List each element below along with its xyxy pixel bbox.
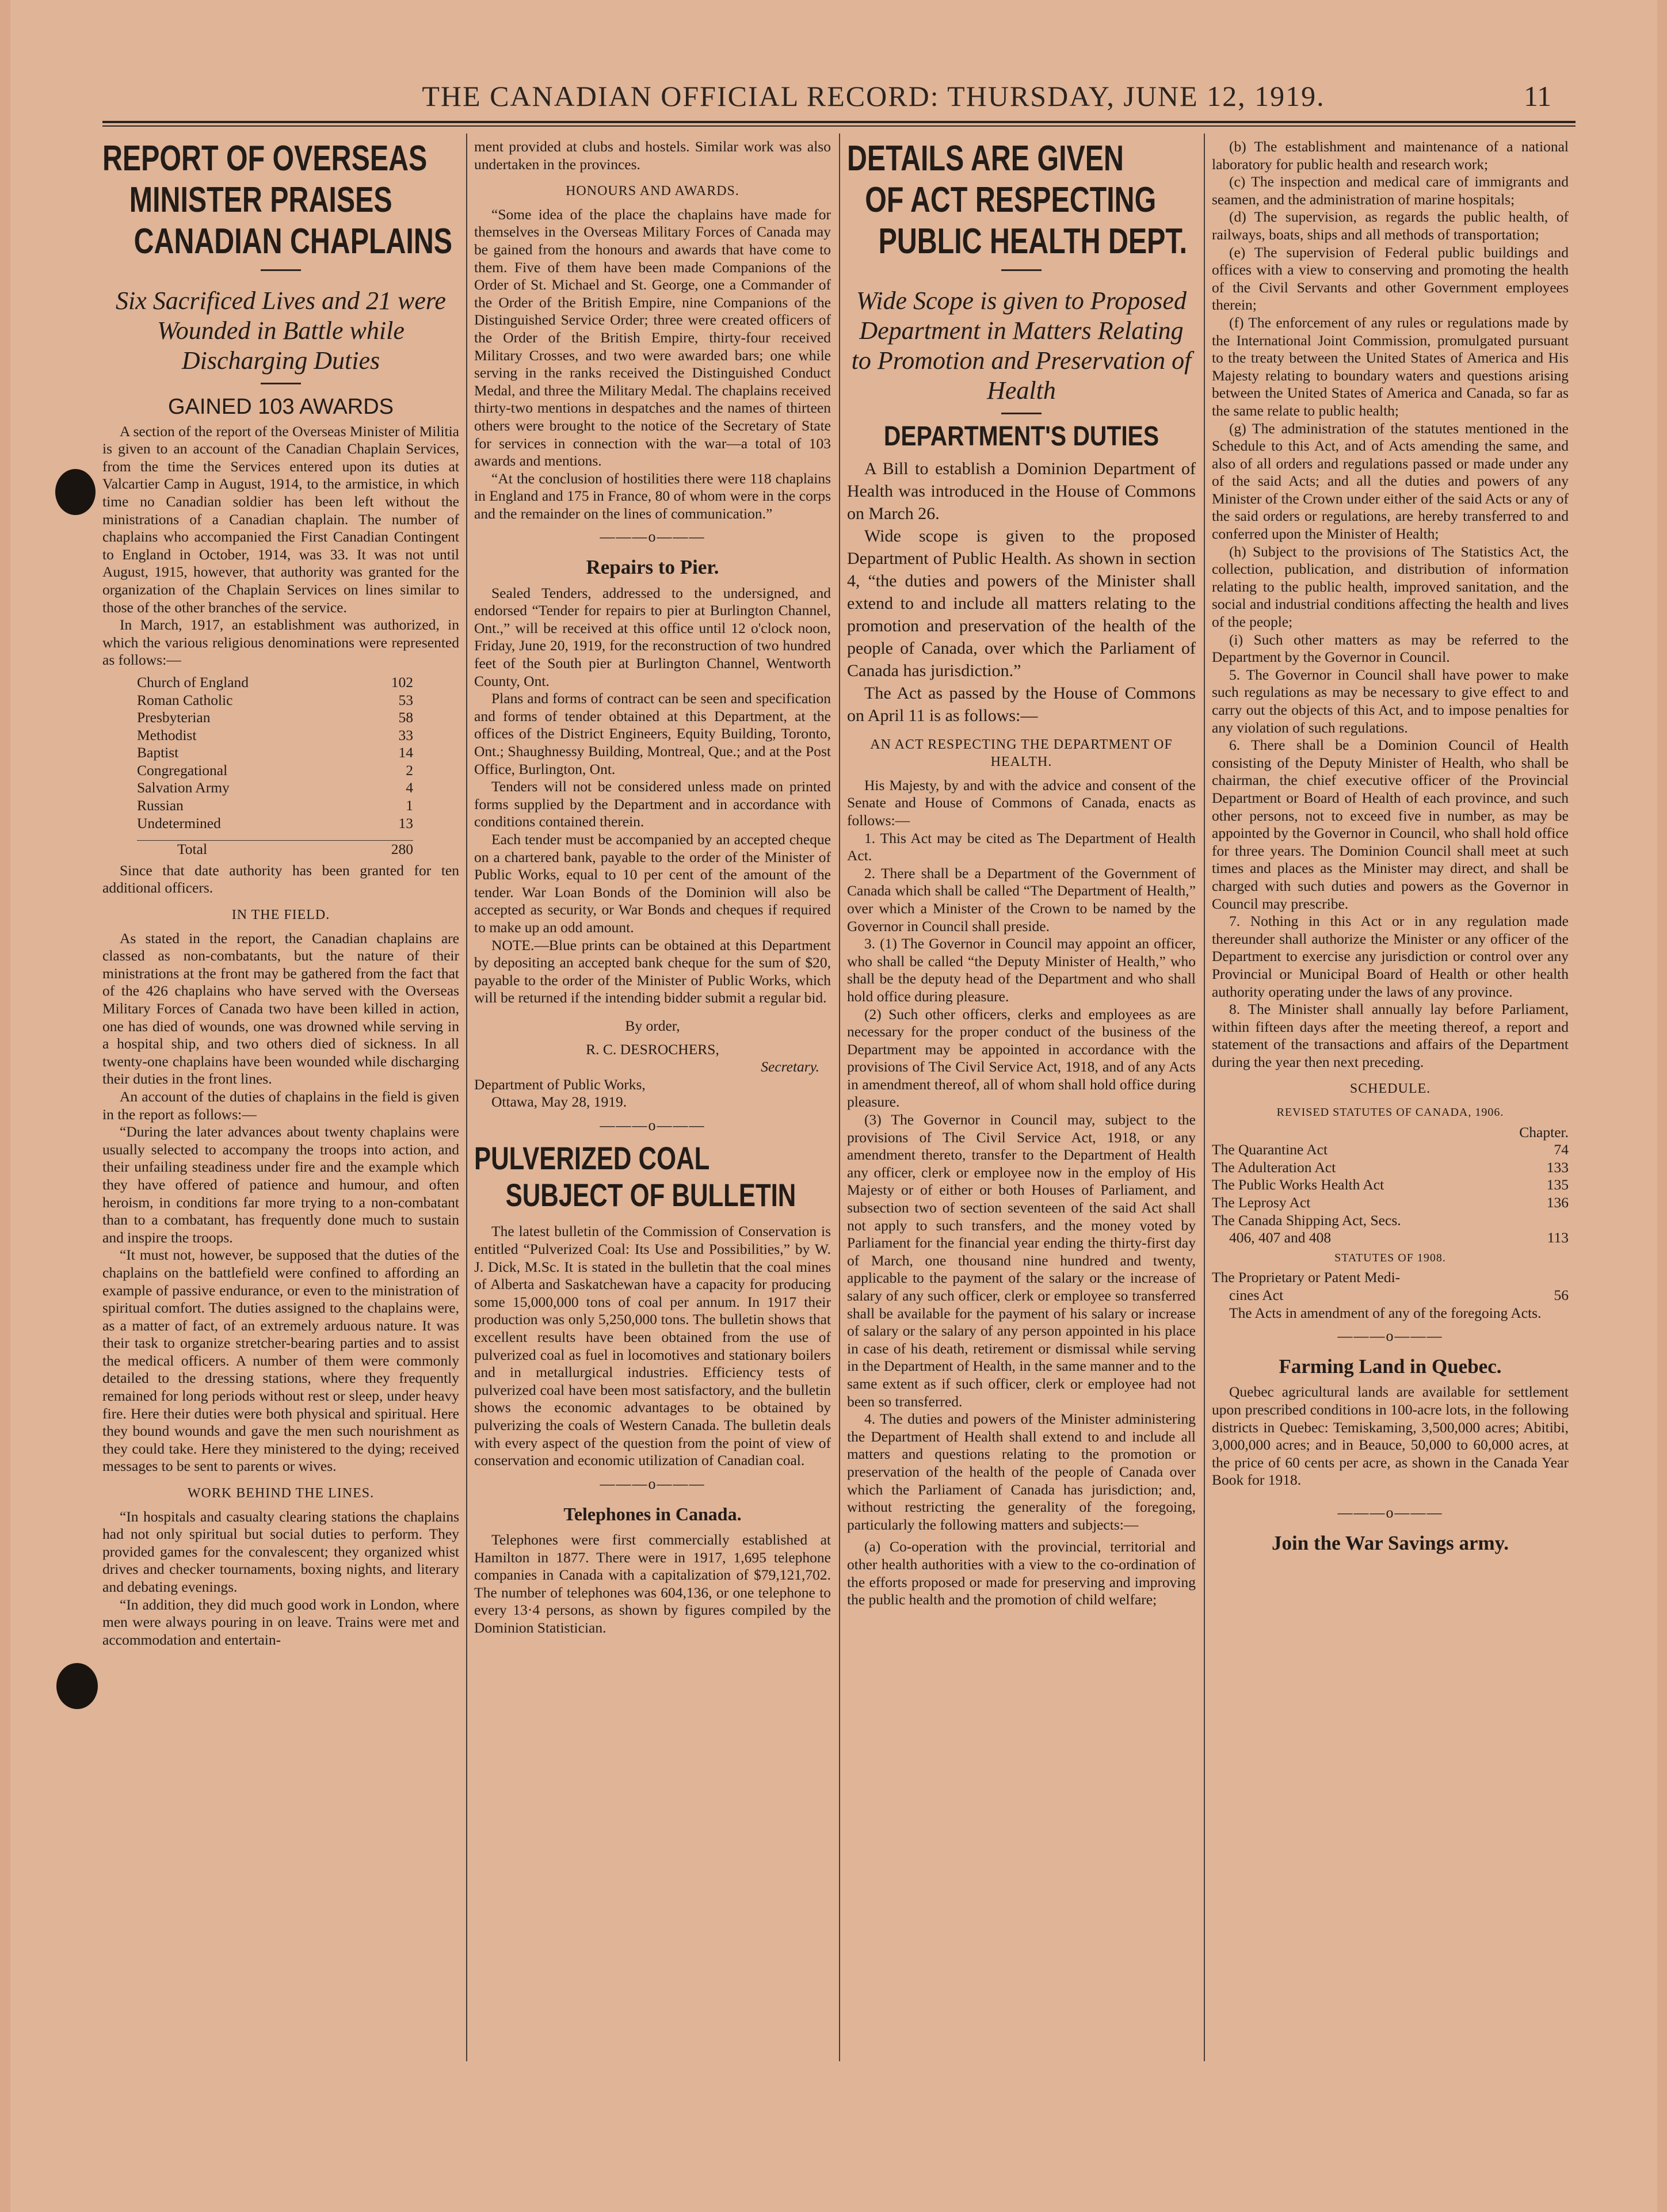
chapter-label: Chapter. [1519, 1123, 1569, 1141]
table-row [137, 797, 413, 815]
paragraph: “Some idea of the place the chaplains have made for themselves in the Overseas Military Forces of Canada may be gained from the honours and awards that have come to them. Five of them have been made Companions of the Order of St. Michael and St. George, one a Commander of the Order of the British Empire, nine Companions of the Distinguished Service Order; three were created officers of the Order of the British Empire, thirty-four received Military Crosses, and two were awarded bars; one while serving in the ranks received the Distinguished Conduct Medal, and three the Military Medal. The chaplains received thirty-two mentions in despatches and the names of thirteen others were brought to the notice of the Secretary of State for services in connection with the war—a total of 103 awards and mentions. [474, 205, 831, 470]
binding-hole [55, 469, 96, 515]
paragraph: An account of the duties of chaplains in the field is given in the report as follows:— [102, 1088, 459, 1123]
divider [261, 383, 301, 384]
section-heading: WORK BEHIND THE LINES. [187, 1486, 375, 1501]
denominations-table [137, 674, 413, 859]
paragraph: 1. This Act may be cited as The Department of Health Act. [847, 829, 1196, 864]
statutes-1908: STATUTES OF 1908. [1334, 1251, 1446, 1264]
paragraph: (h) Subject to the provisions of The Statistics Act, the collection, publication, and distribution of information relating to the public health, improved sanitation, and the social and industrial conditions affecting the health and lives of the people; [1212, 543, 1569, 631]
column-2 [474, 138, 831, 2049]
paragraph: 4. The duties and powers of the Minister administering the Department of Health shall extend to and include all matters and questions relating to the promotion or preservation of the health of the people of Canada over which the Parliament of Canada has jurisdiction; and, without restricting the generality of the foregoing, particularly the following matters and subjects:— [847, 1410, 1196, 1533]
shipping-line-1: The Canada Shipping Act, Secs. [1212, 1211, 1401, 1229]
binding-hole [56, 1663, 98, 1709]
war-savings-slogan: Join the War Savings army. [1272, 1531, 1509, 1554]
table-row [1212, 1287, 1569, 1305]
newspaper-page [10, 0, 1657, 2212]
table-row [1212, 1159, 1569, 1177]
headline-line: CANADIAN CHAPLAINS [133, 222, 453, 261]
act-title: AN ACT RESPECTING THE DEPARTMENT OF HEALTH. [870, 737, 1173, 770]
paragraph: Sealed Tenders, addressed to the undersigned, and endorsed “Tender for repairs to pier at Burlington Channel, Ont.,” will be received at this office until 12 o'clock noon, Friday, June 20, 1919, for the reconstruction of two hundred feet of the South pier at Burlington Channel, Wentworth County, Ont. [474, 584, 831, 689]
paragraph: Tenders will not be considered unless made on printed forms supplied by the Department and in accordance with conditions contained therein. [474, 778, 831, 830]
paragraph: A section of the report of the Overseas Minister of Militia is given to an account of the Canadian Chaplain Services, from the time the Services entered upon its duties at Valcartier Camp in August, 1914, to the armistice, in which time no Canadian soldier has been left without the ministrations of a Canadian chaplain. The number of chaplains who accompanied the First Canadian Contingent to England in October, 1914, was 33. It was not until August, 1915, however, that authority was granted for the organization of the Chaplain Services on lines similar to those of the other branches of the service. [102, 422, 459, 616]
paragraph: The latest bulletin of the Commission of Conservation is entitled “Pulverized Coal: Its Use and Possibilities,” by W. J. Dick, M.Sc. It is stated in the bulletin that the coal mines of Alberta and Saskatchewan have a capacity for producing some 15,000,000 tons of coal per annum. In 1917 their production was only 5,250,000 tons. The bulletin shows that excellent results have been obtained from the use of pulverized coal as fuel in locomotives and stationary boilers and in metallurgical industries. Efficiency tests of pulverized coal have been most satisfactory, and the bulletin shows the economic advantages to be obtained by pulverizing the coals of Western Canada. The bulletin deals with every aspect of the question from the point of view of conservation and economic utilization of Canadian coal. [474, 1223, 831, 1469]
paragraph: A Bill to establish a Dominion Department of Health was introduced in the House of Commons on March 26. [847, 459, 1196, 523]
telephones-heading: Telephones in Canada. [563, 1504, 742, 1525]
paragraph: Telephones were first commercially established at Hamilton in 1877. There were in 1917, 1,695 telephone companies in Canada with a capitalization of $79,121,702. The number of telephones was 604,136, or one telephone to every 13·4 persons, as shown by figures compiled by the Dominion Statistician. [474, 1531, 831, 1636]
cell-name: Russian [137, 797, 184, 814]
statute-chapter: 74 [1554, 1141, 1569, 1158]
table-total-row [137, 840, 413, 859]
table-row [137, 779, 413, 797]
headline-health [847, 138, 1196, 262]
paragraph: (3) The Governor in Council may, subject to the provisions of The Civil Service Act, 1918, or any amendment thereto, transfer to the Department of Health any officer, clerk or employee now in the employ of His Majesty or of either or both Houses of Parliament, and subsection two of section seventeen of the said Act shall not apply to such transfers, and the money voted by Parliament for the financial year ending the thirty-first day of March, one thousand nine hundred and twenty, applicable to the payment of the salary or the increase of salary of any such officer, clerk or employee so transferred shall be available for the payment of his salary or increase of salary or the salary of any person appointed in his place in case of his death, retirement or dismissal while serving in the Department of Health, in the same manner and to the same extent as if such officer, clerk or employee had not been so transferred. [847, 1111, 1196, 1410]
table-row [137, 762, 413, 780]
table-row [137, 709, 413, 727]
cell-count: 4 [406, 779, 413, 796]
paragraph: The Act as passed by the House of Commons on April 11 is as follows:— [847, 683, 1196, 725]
paragraph: Plans and forms of contract can be seen and specification and forms of tender obtained at this Department, at the offices of the District Engineers, Equity Building, Toronto, Ont.; Shaughnessy Building, Montreal, Que.; and at the Post Office, Burlington, Ont. [474, 690, 831, 777]
table-row [1212, 1176, 1569, 1194]
statute-name: The Leprosy Act [1212, 1194, 1311, 1211]
paragraph: Since that date authority has been granted for ten additional officers. [102, 861, 459, 897]
cell-count: 58 [398, 709, 413, 726]
header-rule [102, 121, 1576, 123]
headline-line: SUBJECT OF BULLETIN [505, 1177, 796, 1214]
statute-chapter: 135 [1546, 1176, 1569, 1193]
cell-name: Presbyterian [137, 709, 211, 726]
paragraph: 8. The Minister shall annually lay before Parliament, within fifteen days after the meeting thereof, a report and statement of the transactions and affairs of the Department during the year then next preceding. [1212, 1001, 1569, 1070]
cell-count: 33 [398, 726, 413, 743]
total-value: 280 [391, 841, 413, 858]
table-row [137, 674, 413, 692]
headline-line: PUBLIC HEALTH DEPT. [878, 222, 1188, 261]
section-heading: HONOURS AND AWARDS. [566, 184, 739, 199]
column-4 [1212, 138, 1569, 2049]
cell-count: 2 [406, 761, 413, 779]
by-order: By order, [625, 1017, 680, 1034]
headline-coal [474, 1140, 831, 1214]
revised-statutes: REVISED STATUTES OF CANADA, 1906. [1276, 1106, 1504, 1119]
headline-line: MINISTER PRAISES [129, 180, 392, 220]
statute-name: The Public Works Health Act [1212, 1176, 1384, 1193]
table-row [1212, 1229, 1569, 1247]
running-title: THE CANADIAN OFFICIAL RECORD: THURSDAY, JUNE 12, 1919. [422, 80, 1325, 112]
column-3 [847, 138, 1196, 2049]
column-divider [839, 134, 840, 2061]
paragraph: “It must not, however, be supposed that the duties of the chaplains on the battlefield were confined to affording an example of passive endurance, or even to the ministration of spiritual comfort. The duties assigned to the chaplains were, as a matter of fact, of an extremely arduous nature. It was their task to organize stretcher-bearing parties and to assist the medical officers. A number of them were commonly detailed to the dressing stations, where they frequently remained for long periods without rest or sleep, under heavy fire. Here their duties were both physical and spiritual. Here they bound wounds and gave the men such nourishment as they could take. Here they ministered to the dying; received messages to be sent to parents or wives. [102, 1246, 459, 1475]
statute-name: The Quarantine Act [1212, 1141, 1328, 1158]
divider [1001, 413, 1042, 414]
column-1 [102, 138, 459, 2049]
paragraph: 2. There shall be a Department of the Government of Canada which shall be called “The Department of Health,” over which a Minister of the Crown to be named by the Governor in Council shall preside. [847, 864, 1196, 935]
statute-chapter: 56 [1554, 1287, 1569, 1303]
column-divider [466, 134, 467, 2061]
headline-line: REPORT OF OVERSEAS [102, 139, 428, 178]
place-date: Ottawa, May 28, 1919. [491, 1093, 627, 1111]
column-divider [1204, 134, 1205, 2061]
paragraph: ment provided at clubs and hostels. Similar work was also undertaken in the provinces. [474, 138, 831, 173]
cell-name: Roman Catholic [137, 691, 233, 708]
statute-name: cines Act [1229, 1287, 1284, 1303]
ornament-divider: ———o——— [600, 528, 705, 546]
department: Department of Public Works, [474, 1076, 646, 1093]
table-row [137, 815, 413, 833]
ornament-divider: ———o——— [600, 1116, 705, 1134]
cell-name: Baptist [137, 744, 179, 761]
paragraph: Quebec agricultural lands are available for settlement upon prescribed conditions in 100-acre lots, in the following districts in Quebec: Temiskaming, 3,500,000 acres; Abitibi, 3,000,000 acres; and in Beauce, 50,000 to 60,000 acres, at the price of 60 cents per acre, as shown in the Canada Year Book for 1918. [1212, 1383, 1569, 1489]
cell-name: Salvation Army [137, 779, 230, 796]
ornament-divider: ———o——— [600, 1475, 705, 1492]
ornament-divider: ———o——— [1337, 1504, 1443, 1521]
cell-count: 1 [406, 797, 413, 814]
repairs-heading: Repairs to Pier. [586, 556, 719, 579]
cell-count: 102 [391, 673, 413, 691]
header-rule-thin [102, 125, 1576, 127]
statute-chapter: 136 [1546, 1194, 1569, 1211]
divider [1001, 269, 1042, 271]
paragraph: Wide scope is given to the proposed Department of Public Health. As shown in section 4, “the duties and powers of the Minister shall extend to and include all matters relating to the promotion and preservation of the health of the people of Canada, over which the Parliament of Canada has jurisdiction.” [847, 526, 1196, 680]
cell-name: Undetermined [137, 814, 221, 832]
paragraph: (c) The inspection and medical care of immigrants and seamen, and the administration of marine hospitals; [1212, 173, 1569, 208]
proprietary-line-1: The Proprietary or Patent Medi- [1212, 1269, 1401, 1286]
table-row [1212, 1141, 1569, 1159]
cell-name: Congregational [137, 761, 228, 779]
paragraph: (f) The enforcement of any rules or regulations made by the International Joint Commission, promulgated pursuant to the treaty between the United States of America and His Majesty relating to boundary waters and questions arising between the United States of America and Canada, so far as the same relate to public health; [1212, 314, 1569, 419]
paragraph: “During the later advances about twenty chaplains were usually selected to accompany the troops into action, and their unfailing steadiness under fire and the example which they have offered of patience and humour, and often heroism, in conditions far more trying to a non-combatant than to a combatant, has frequently done much to sustain and inspire the troops. [102, 1123, 459, 1246]
cell-name: Methodist [137, 726, 197, 743]
statute-chapter: 113 [1547, 1229, 1569, 1246]
paragraph: (a) Co-operation with the provincial, territorial and other health authorities with a view to the co-ordination of the efforts proposed or made for preserving and improving the public health and the promotion of child welfare; [847, 1538, 1196, 1608]
headline-chaplains [102, 138, 459, 262]
cell-count: 53 [398, 691, 413, 708]
paragraph: As stated in the report, the Canadian chaplains are classed as non-combatants, but the nature of their ministrations at the front may be gathered from the fact that of the 426 chaplains who have served with the Overseas Military Forces of Canada two have been killed in action, one has died of wounds, one was drowned while serving in a hospital ship, and two others died of sickness. In all twenty-one chaplains have been wounded while discharging their duties in the front lines. [102, 929, 459, 1088]
paragraph: 7. Nothing in this Act or in any regulation made thereunder shall authorize the Minister or any officer of the Department to exercise any jurisdiction or control over any Provincial or Municipal Board of Health or other health authority operating under the laws of any province. [1212, 913, 1569, 1000]
paragraph: “In hospitals and casualty clearing stations the chaplains had not only spiritual but social duties to perform. They provided games for the convalescent; they organized whist drives and checker tournaments, boxing nights, and literary and debating evenings. [102, 1508, 459, 1595]
paragraph: (e) The supervision of Federal public buildings and offices with a view to conserving and promoting the health of the Civil Servants and other Government employees therein; [1212, 243, 1569, 314]
deck: Six Sacrificed Lives and 21 were Wounded in Battle while Discharging Duties [116, 287, 446, 375]
cell-count: 14 [398, 744, 413, 761]
statute-chapter: 133 [1546, 1158, 1569, 1176]
paragraph: 3. (1) The Governor in Council may appoint an officer, who shall be called “the Deputy Minister of Health,” who shall be the deputy head of the Department and who shall hold office during pleasure. [847, 935, 1196, 1005]
cell-count: 13 [398, 814, 413, 832]
headline-line: DETAILS ARE GIVEN [847, 139, 1124, 178]
paragraph: NOTE.—Blue prints can be obtained at this Department by depositing an accepted bank cheque for the sum of $20, payable to the order of the Minister of Public Works, which will be returned if the intending bidder submit a regular bid. [474, 936, 831, 1006]
schedule-heading: SCHEDULE. [1349, 1081, 1431, 1097]
ornament-divider: ———o——— [1337, 1328, 1443, 1345]
paragraph: (g) The administration of the statutes mentioned in the Schedule to this Act, and of Acts amending the same, and also of all orders and regulations passed or made under any of the said Acts; and all the duties and powers of any Minister of the Crown under either of the said Acts or any of the said orders or regulations, are hereby transferred to and conferred upon the Minister of Health; [1212, 419, 1569, 543]
statute-name: 406, 407 and 408 [1229, 1229, 1332, 1246]
cell-name: Church of England [137, 673, 249, 691]
subhead: DEPARTMENT'S DUTIES [883, 421, 1159, 452]
quebec-heading: Farming Land in Quebec. [1279, 1355, 1502, 1378]
signer-name: R. C. DESROCHERS, [586, 1040, 719, 1058]
signer-title: Secretary. [761, 1058, 819, 1076]
paragraph: (2) Such other officers, clerks and employees as are necessary for the proper conduct of the business of the Department may be appointed in accordance with the provisions of The Civil Service Act, 1918, and of any Acts in amendment thereof, all of whom shall hold office during pleasure. [847, 1005, 1196, 1111]
paragraph: “At the conclusion of hostilities there were 118 chaplains in England and 175 in France, 80 of whom were in the corps and the remainder on the lines of communication.” [474, 470, 831, 522]
table-row [137, 744, 413, 762]
paragraph: His Majesty, by and with the advice and consent of the Senate and House of Commons of Canada, enacts as follows:— [847, 776, 1196, 829]
table-row [137, 692, 413, 710]
intro [847, 457, 1196, 727]
divider [261, 269, 301, 271]
paragraph: In March, 1917, an establishment was authorized, in which the various religious denominations were represented as follows:— [102, 616, 459, 669]
statutes-table [1212, 1141, 1569, 1304]
paragraph: 5. The Governor in Council shall have power to make such regulations as may be necessary to give effect to and carry out the objects of this Act, and to impose penalties for any violation of such regulations. [1212, 666, 1569, 736]
total-label: Total [177, 841, 208, 858]
paragraph: “In addition, they did much good work in London, where men were always pouring in on leave. Trains were met and accommodation and entertain- [102, 1596, 459, 1648]
paragraph: 6. There shall be a Dominion Council of Health consisting of the Deputy Minister of Health, who shall be chairman, the chief executive officer of the Provincial Department or Board of Health of each province, and such other persons, not to exceed five in number, as may be appointed by the Governor in Council, who shall hold office for three years. The Dominion Council shall meet at such times and places as the Minister may direct, and shall be charged with such duties and powers as the Governor in Council may prescribe. [1212, 737, 1569, 912]
headline-line: OF ACT RESPECTING [865, 180, 1157, 220]
paragraph: Each tender must be accompanied by an accepted cheque on a chartered bank, payable to the order of the Minister of Public Works, equal to 10 per cent of the amount of the tender. War Loan Bonds of the Dominion will also be accepted as security, or War Bonds and cheques if required to make up an odd amount. [474, 830, 831, 936]
paragraph: (i) Such other matters as may be referred to the Department by the Governor in Council. [1212, 631, 1569, 666]
page-number: 11 [1524, 80, 1552, 112]
paragraph: (d) The supervision, as regards the public health, of railways, boats, ships and all methods of transportation; [1212, 208, 1569, 243]
section-heading: IN THE FIELD. [231, 907, 330, 923]
paragraph: (b) The establishment and maintenance of a national laboratory for public health and research work; [1212, 138, 1569, 173]
headline-line: PULVERIZED COAL [474, 1140, 710, 1177]
subhead: GAINED 103 AWARDS [167, 395, 394, 419]
table-row [1212, 1194, 1569, 1212]
statute-name: The Adulteration Act [1212, 1158, 1336, 1176]
deck: Wide Scope is given to Proposed Department in Matters Relating to Promotion and Preservation of Health [851, 287, 1192, 405]
paragraph: The Acts in amendment of any of the foregoing Acts. [1229, 1304, 1542, 1321]
table-row [137, 727, 413, 745]
